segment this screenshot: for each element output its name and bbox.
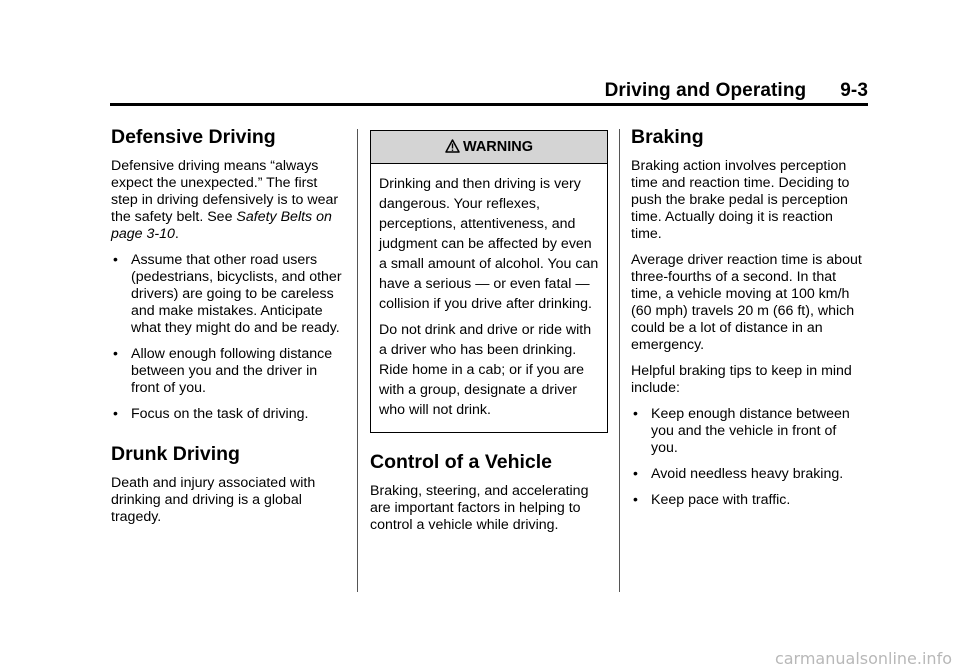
- defensive-driving-list: [111, 252, 343, 423]
- column-2: [370, 130, 608, 543]
- list-item: • Assume that other road users (pedestrians, bicyclists, and other drivers) are going to be careless and make mistakes. Anticipate what they might do and be ready.: [113, 251, 342, 336]
- drunk-driving-text: Death and injury associated with drinking and driving is a global tragedy.: [111, 475, 316, 525]
- page-header: [108, 78, 868, 102]
- warning-header: [371, 131, 607, 164]
- list-item: • Allow enough following distance between you and the driver in front of you.: [113, 345, 333, 396]
- header-rule: [110, 103, 868, 106]
- bullet-icon: •: [633, 465, 638, 481]
- bullet-icon: •: [113, 405, 118, 421]
- bullet-icon: •: [113, 251, 118, 267]
- list-item: • Focus on the task of driving.: [113, 405, 309, 422]
- control-of-vehicle-heading: Control of a Vehicle: [370, 451, 553, 473]
- braking-paragraph-3: Helpful braking tips to keep in mind include:: [631, 363, 852, 396]
- list-item: • Keep enough distance between you and the vehicle in front of you.: [633, 405, 850, 456]
- braking-tips-list: [631, 406, 863, 509]
- column-divider-1: [357, 129, 358, 592]
- warning-paragraph-1: Drinking and then driving is very dangerous. Your reflexes, perceptions, attentiveness, and judgment can be affected by even a small amount of alcohol. You can have a serious — or even fatal — collision if you drive after drinking.: [379, 176, 599, 312]
- watermark: carmanualsonline.info: [774, 649, 952, 668]
- bullet-icon: •: [633, 405, 638, 421]
- drunk-driving-heading: Drunk Driving: [111, 443, 240, 465]
- defensive-driving-intro: Defensive driving means “always expect the unexpected.” The first step in driving defensively is to wear the safety belt. See Safety Belts on page 3-10.: [111, 158, 339, 242]
- warning-body: [371, 164, 607, 432]
- braking-paragraph-2: Average driver reaction time is about three-fourths of a second. In that time, a vehicle moving at 100 km/h (60 mph) travels 20 m (66 ft), which could be a lot of distance in an emergency.: [631, 252, 862, 353]
- warning-paragraph-2: Do not drink and drive or ride with a driver who has been drinking. Ride home in a cab; or if you are with a group, designate a driver who will not drink.: [379, 322, 592, 418]
- bullet-icon: •: [113, 345, 118, 361]
- warning-triangle-icon: [445, 139, 460, 156]
- header-text: [605, 80, 868, 102]
- column-3: [631, 126, 863, 518]
- control-of-vehicle-text: Braking, steering, and accelerating are important factors in helping to control a vehicle while driving.: [370, 483, 589, 533]
- list-item: • Avoid needless heavy braking.: [633, 465, 844, 482]
- warning-box: [370, 130, 608, 433]
- column-1: [111, 126, 343, 535]
- braking-heading: Braking: [631, 126, 704, 148]
- column-divider-2: [619, 129, 620, 592]
- bullet-icon: •: [633, 491, 638, 507]
- page-number: 9-3: [840, 80, 868, 101]
- list-item: • Keep pace with traffic.: [633, 491, 791, 508]
- braking-paragraph-1: Braking action involves perception time and reaction time. Deciding to push the brake pedal is perception time. Actually doing it is reaction time.: [631, 158, 850, 242]
- warning-label: WARNING: [462, 138, 534, 155]
- safety-belts-xref[interactable]: Safety Belts on page 3-10: [111, 209, 332, 242]
- section-title: Driving and Operating: [604, 80, 807, 101]
- defensive-driving-heading: Defensive Driving: [111, 126, 276, 148]
